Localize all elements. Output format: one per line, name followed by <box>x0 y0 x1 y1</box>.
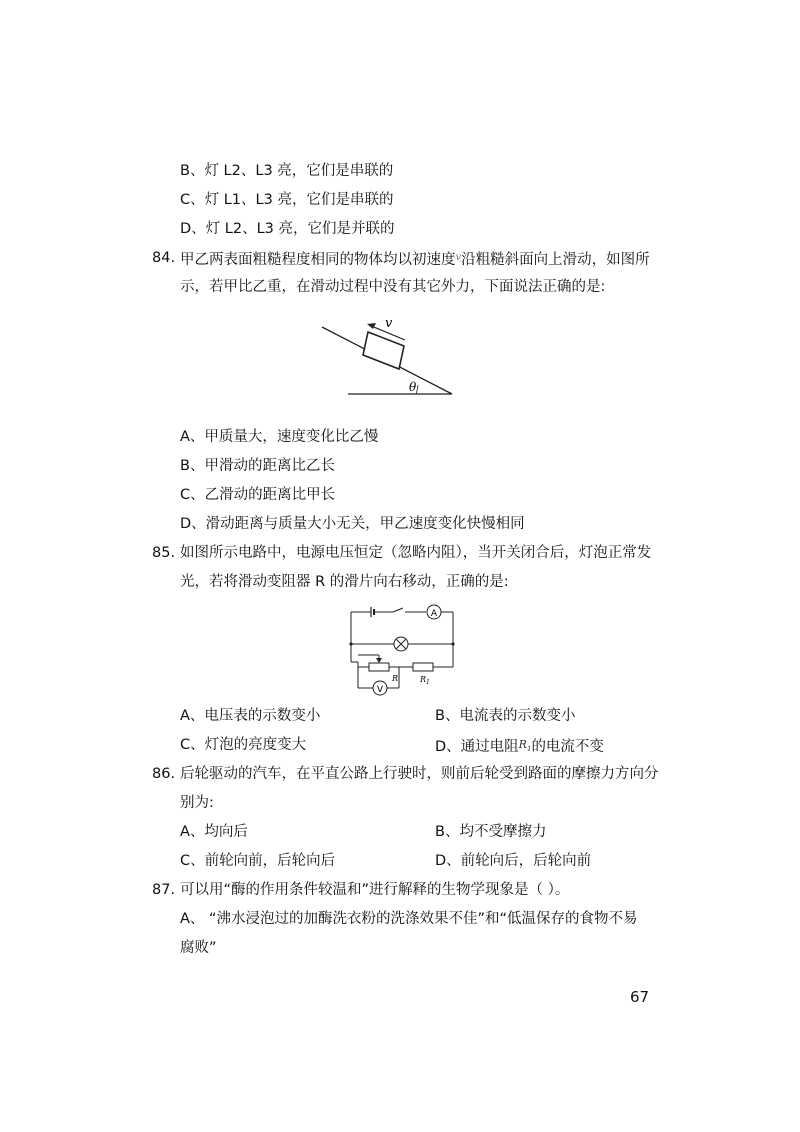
question-84-number: 84. <box>152 250 176 266</box>
q87-option-a-line1: A、 “沸水浸泡过的加酶洗衣粉的洗涤效果不佳”和“低温保存的食物不易 <box>180 911 638 927</box>
question-85-number: 85. <box>152 545 176 561</box>
q84-stem-a: 甲乙两表面粗糙程度相同的物体均以初速度 <box>180 252 456 268</box>
angle-theta-label: θ <box>409 380 417 394</box>
q84-stem-b: 沿粗糙斜面向上滑动，如图所 <box>461 252 650 268</box>
option-b-prev: B、灯 L2、L3 亮，它们是串联的 <box>180 163 394 179</box>
question-87-number: 87. <box>152 882 176 898</box>
q85-option-b: B、电流表的示数变小 <box>435 708 576 724</box>
question-85-stem-line1: 如图所示电路中，电源电压恒定（忽略内阻），当开关闭合后，灯泡正常发 <box>180 545 652 561</box>
velocity-label: v <box>385 316 393 331</box>
q86-option-d: D、前轮向后，后轮向前 <box>435 853 592 869</box>
question-85-stem-line2: 光，若将滑动变阻器 R 的滑片向右移动，正确的是: <box>180 574 509 590</box>
ammeter-label: A <box>430 609 438 619</box>
resistor-r1-label: $R_1$ <box>420 675 430 686</box>
q84-option-d: D、滑动距离与质量大小无关，甲乙速度变化快慢相同 <box>180 516 525 532</box>
option-d-prev: D、灯 L2、L3 亮，它们是并联的 <box>180 221 395 237</box>
page-number: 67 <box>630 988 650 1006</box>
q86-option-b: B、均不受摩擦力 <box>435 824 547 840</box>
question-87-stem: 可以用“酶的作用条件较温和”进行解释的生物学现象是（ ）。 <box>180 882 570 898</box>
q84-option-b: B、甲滑动的距离比乙长 <box>180 458 335 474</box>
q85-option-c: C、灯泡的亮度变大 <box>180 737 307 753</box>
voltmeter-label: V <box>376 685 384 695</box>
q85-option-d: D、通过电阻$^{R_1}$的电流不变 <box>435 738 604 755</box>
rheostat-label: R <box>392 674 399 683</box>
q84-option-c: C、乙滑动的距离比甲长 <box>180 487 336 503</box>
q86-option-a: A、均向后 <box>180 824 248 840</box>
velocity-arrowhead <box>367 323 376 329</box>
q87-option-a-line2: 腐败” <box>180 940 217 956</box>
r1-symbol: R1 <box>518 738 532 754</box>
q84-velocity-var: v <box>455 252 462 263</box>
question-86-stem-line2: 别为: <box>180 795 214 811</box>
q86-option-c: C、前轮向前，后轮向后 <box>180 853 336 869</box>
question-86-stem-line1: 后轮驱动的汽车，在平直公路上行驶时，则前后轮受到路面的摩擦力方向分 <box>180 766 659 782</box>
q85-option-a: A、电压表的示数变小 <box>180 708 321 724</box>
circuit-figure <box>343 600 461 696</box>
incline-figure <box>315 312 460 400</box>
option-c-prev: C、灯 L1、L3 亮，它们是串联的 <box>180 192 394 208</box>
q84-option-a: A、甲质量大，速度变化比乙慢 <box>180 429 379 445</box>
question-86-number: 86. <box>152 766 176 782</box>
question-84-stem-line1 <box>180 247 650 271</box>
question-84-stem-line2: 示，若甲比乙重，在滑动过程中没有其它外力，下面说法正确的是: <box>180 279 606 295</box>
